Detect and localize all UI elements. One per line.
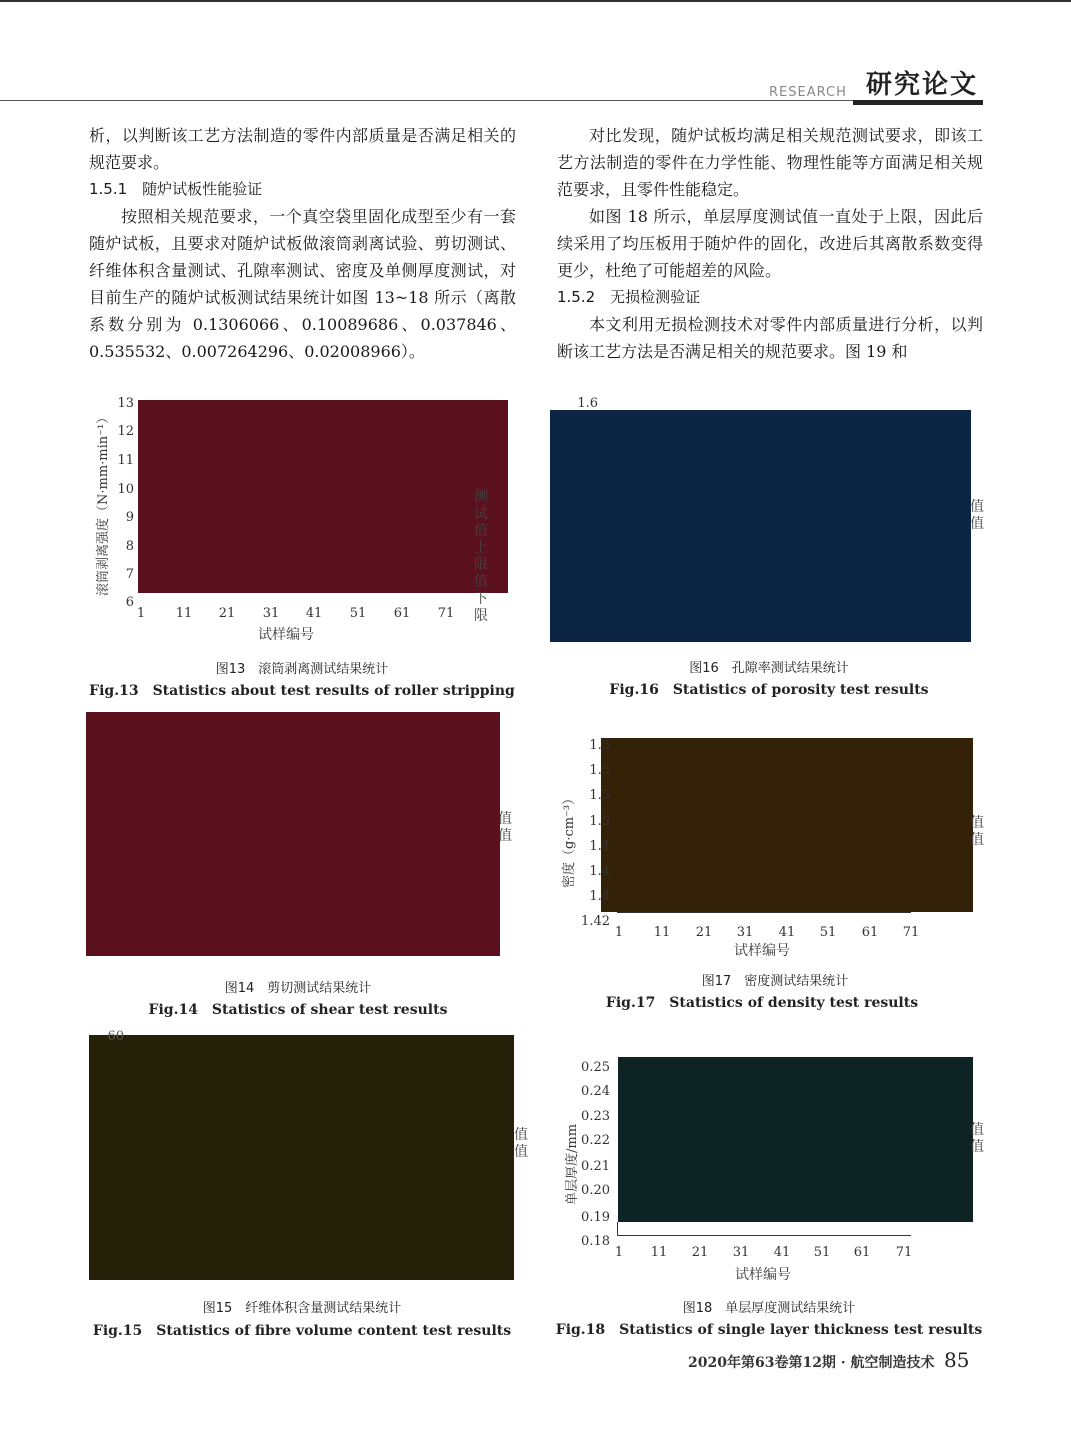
fig16-legend-item: 值 bbox=[970, 499, 984, 515]
journal-footer: 2020年第63卷第12期 · 航空制造技术 bbox=[688, 1355, 935, 1371]
fig13-xtick: 1 bbox=[136, 606, 146, 621]
fig13-caption-en: Fig.13 Statistics about test results of roller stripping bbox=[89, 683, 515, 699]
fig17-ytick: 1.5 bbox=[589, 738, 610, 753]
fig17-ytick: 1.5 bbox=[589, 788, 610, 803]
fig17-caption-en: Fig.17 Statistics of density test results bbox=[605, 995, 919, 1011]
fig17-legend-item: 值 bbox=[970, 815, 984, 831]
fig18-yaxis-title: 单层厚度/mm bbox=[565, 1123, 580, 1205]
fig13-xtick: 51 bbox=[349, 606, 367, 621]
fig18-xaxis-line bbox=[617, 1235, 911, 1236]
fig17-xtick: 11 bbox=[653, 925, 671, 940]
fig18-xtick: 11 bbox=[650, 1245, 668, 1260]
fig17-xtick: 1 bbox=[614, 925, 624, 940]
fig13-xaxis-title: 试样编号 bbox=[258, 627, 314, 643]
fig16-caption-en: Fig.16 Statistics of porosity test results bbox=[609, 682, 929, 698]
fig18-ytick: 0.19 bbox=[581, 1210, 610, 1225]
section-heading-1-5-2: 1.5.2 无损检测验证 bbox=[557, 288, 701, 306]
fig13-caption-cn: 图13 滚筒剥离测试结果统计 bbox=[215, 662, 389, 677]
fig18-ytick: 0.24 bbox=[581, 1084, 610, 1099]
fig17-ytick: 1.4 bbox=[589, 864, 610, 879]
fig17-xtick: 41 bbox=[778, 925, 796, 940]
fig17-xtick: 31 bbox=[736, 925, 754, 940]
fig17-ytick: 1.42 bbox=[581, 914, 610, 929]
header-bar bbox=[853, 100, 983, 105]
fig17-ytick: 1.4 bbox=[589, 889, 610, 904]
fig13-xtick: 21 bbox=[218, 606, 236, 621]
right-paragraph-3: 本文利用无损检测技术对零件内部质量进行分析，以判断该工艺方法是否满足相关的规范要求。图 19 和 bbox=[557, 315, 983, 361]
fig15-ytick: 60 bbox=[107, 1029, 124, 1044]
fig18-legend-item: 值 bbox=[970, 1122, 984, 1138]
fig15-legend-item: 值 bbox=[514, 1127, 528, 1143]
fig17-xtick: 51 bbox=[819, 925, 837, 940]
fig16-caption-cn: 图16 孔隙率测试结果统计 bbox=[689, 661, 849, 676]
fig15-plot-area bbox=[89, 1035, 514, 1280]
fig14-legend-item: 值 bbox=[498, 828, 512, 844]
fig18-xaxis-title: 试样编号 bbox=[735, 1267, 791, 1283]
header-research: RESEARCH bbox=[769, 85, 847, 100]
left-paragraph-1: 析，以判断该工艺方法制造的零件内部质量是否满足相关的规范要求。 bbox=[89, 126, 516, 172]
left-column bbox=[89, 122, 516, 365]
fig17-legend bbox=[970, 815, 984, 849]
fig13-xtick: 71 bbox=[437, 606, 455, 621]
fig13-legend bbox=[474, 489, 488, 625]
fig18-legend bbox=[970, 1122, 984, 1156]
fig16-plot-area bbox=[550, 410, 971, 642]
fig18-plot-area bbox=[618, 1057, 973, 1222]
fig17-plot-area bbox=[601, 738, 973, 912]
fig13-legend-item: 测试值 bbox=[474, 489, 488, 539]
fig17-xtick: 71 bbox=[902, 925, 920, 940]
fig17-xaxis-line bbox=[617, 912, 911, 913]
fig18-ytick: 0.21 bbox=[581, 1159, 610, 1174]
fig16-legend bbox=[970, 499, 984, 533]
fig13-xtick: 11 bbox=[175, 606, 193, 621]
fig18-xtick: 31 bbox=[732, 1245, 750, 1260]
header-rule bbox=[0, 100, 983, 101]
fig18-ytick: 0.25 bbox=[581, 1060, 610, 1075]
fig18-xtick: 71 bbox=[895, 1245, 913, 1260]
section-heading-1-5-1: 1.5.1 随炉试板性能验证 bbox=[89, 180, 263, 198]
fig16-ytick: 1.6 bbox=[577, 396, 598, 411]
fig17-caption-cn: 图17 密度测试结果统计 bbox=[701, 974, 849, 989]
fig15-caption-cn: 图15 纤维体积含量测试结果统计 bbox=[202, 1301, 402, 1316]
header-title: 研究论文 bbox=[866, 70, 979, 100]
fig15-caption-en: Fig.15 Statistics of fibre volume content test results bbox=[92, 1323, 512, 1339]
fig13-legend-item: 上限值 bbox=[474, 540, 488, 590]
fig14-legend-item: 值 bbox=[498, 811, 512, 827]
fig15-legend bbox=[514, 1127, 528, 1161]
fig18-xtick: 21 bbox=[691, 1245, 709, 1260]
fig16-legend-item: 值 bbox=[970, 516, 984, 532]
fig18-xtick: 61 bbox=[853, 1245, 871, 1260]
fig13-xtick: 41 bbox=[305, 606, 323, 621]
fig17-ytick: 1.5 bbox=[589, 814, 610, 829]
fig13-ytick: 11 bbox=[117, 453, 134, 468]
fig18-caption-en: Fig.18 Statistics of single layer thickness test results bbox=[555, 1322, 983, 1338]
fig13-ytick: 13 bbox=[117, 396, 134, 411]
fig18-ytick: 0.22 bbox=[581, 1133, 610, 1148]
fig14-caption-cn: 图14 剪切测试结果统计 bbox=[224, 981, 372, 996]
fig13-ytick: 9 bbox=[125, 510, 134, 525]
right-paragraph-1: 对比发现，随炉试板均满足相关规范测试要求，即该工艺方法制造的零件在力学性能、物理性能等方面满足相关规范要求，且零件性能稳定。 bbox=[557, 126, 983, 199]
fig17-xaxis-title: 试样编号 bbox=[734, 943, 790, 959]
fig13-legend-item: 下限 bbox=[474, 591, 488, 624]
fig18-legend-item: 值 bbox=[970, 1139, 984, 1155]
fig14-legend bbox=[498, 811, 512, 845]
fig13-ytick: 12 bbox=[117, 424, 134, 439]
fig14-caption-en: Fig.14 Statistics of shear test results bbox=[148, 1002, 448, 1018]
fig17-yaxis-title: 密度（g·cm⁻³） bbox=[562, 791, 577, 888]
fig18-ytick: 0.20 bbox=[581, 1183, 610, 1198]
fig13-ytick: 6 bbox=[125, 595, 134, 610]
fig17-ytick: 1.4 bbox=[589, 839, 610, 854]
fig18-xtick: 41 bbox=[773, 1245, 791, 1260]
right-column bbox=[557, 122, 983, 365]
fig13-xtick: 31 bbox=[262, 606, 280, 621]
fig17-legend-item: 值 bbox=[970, 832, 984, 848]
fig13-ytick: 8 bbox=[125, 539, 134, 554]
fig17-ytick: 1.5 bbox=[589, 763, 610, 778]
fig13-xtick: 61 bbox=[393, 606, 411, 621]
top-border bbox=[0, 0, 1071, 2]
fig13-yaxis-title: 滚筒剥离强度（N·mm·min⁻¹） bbox=[96, 410, 111, 596]
fig17-xtick: 21 bbox=[695, 925, 713, 940]
page-number: 85 bbox=[944, 1348, 970, 1372]
fig13-plot-area bbox=[138, 400, 508, 593]
fig14-plot-area bbox=[86, 712, 500, 956]
fig13-ytick: 7 bbox=[125, 567, 134, 582]
fig18-xtick: 1 bbox=[614, 1245, 624, 1260]
fig18-ytick: 0.23 bbox=[581, 1109, 610, 1124]
right-paragraph-2: 如图 18 所示，单层厚度测试值一直处于上限，因此后续采用了均压板用于随炉件的固化，改进后其离散系数变得更少，杜绝了可能超差的风险。 bbox=[557, 207, 983, 280]
fig18-caption-cn: 图18 单层厚度测试结果统计 bbox=[682, 1301, 856, 1316]
fig17-xtick: 61 bbox=[861, 925, 879, 940]
fig18-xtick: 51 bbox=[813, 1245, 831, 1260]
left-paragraph-2: 按照相关规范要求，一个真空袋里固化成型至少有一套随炉试板，且要求对随炉试板做滚筒剥离试验、剪切测试、纤维体积含量测试、孔隙率测试、密度及单侧厚度测试，对目前生产的随炉试板测试结果统计如图 13~18 所示（离散系数分别为 0.1306066、0.10089686、0.037846、0.535532、0.007264296、0.02008966）。 bbox=[89, 207, 516, 361]
fig18-ytick: 0.18 bbox=[581, 1234, 610, 1249]
fig13-ytick: 10 bbox=[117, 482, 134, 497]
fig15-legend-item: 值 bbox=[514, 1144, 528, 1160]
fig18-yaxis-line bbox=[617, 1222, 618, 1235]
